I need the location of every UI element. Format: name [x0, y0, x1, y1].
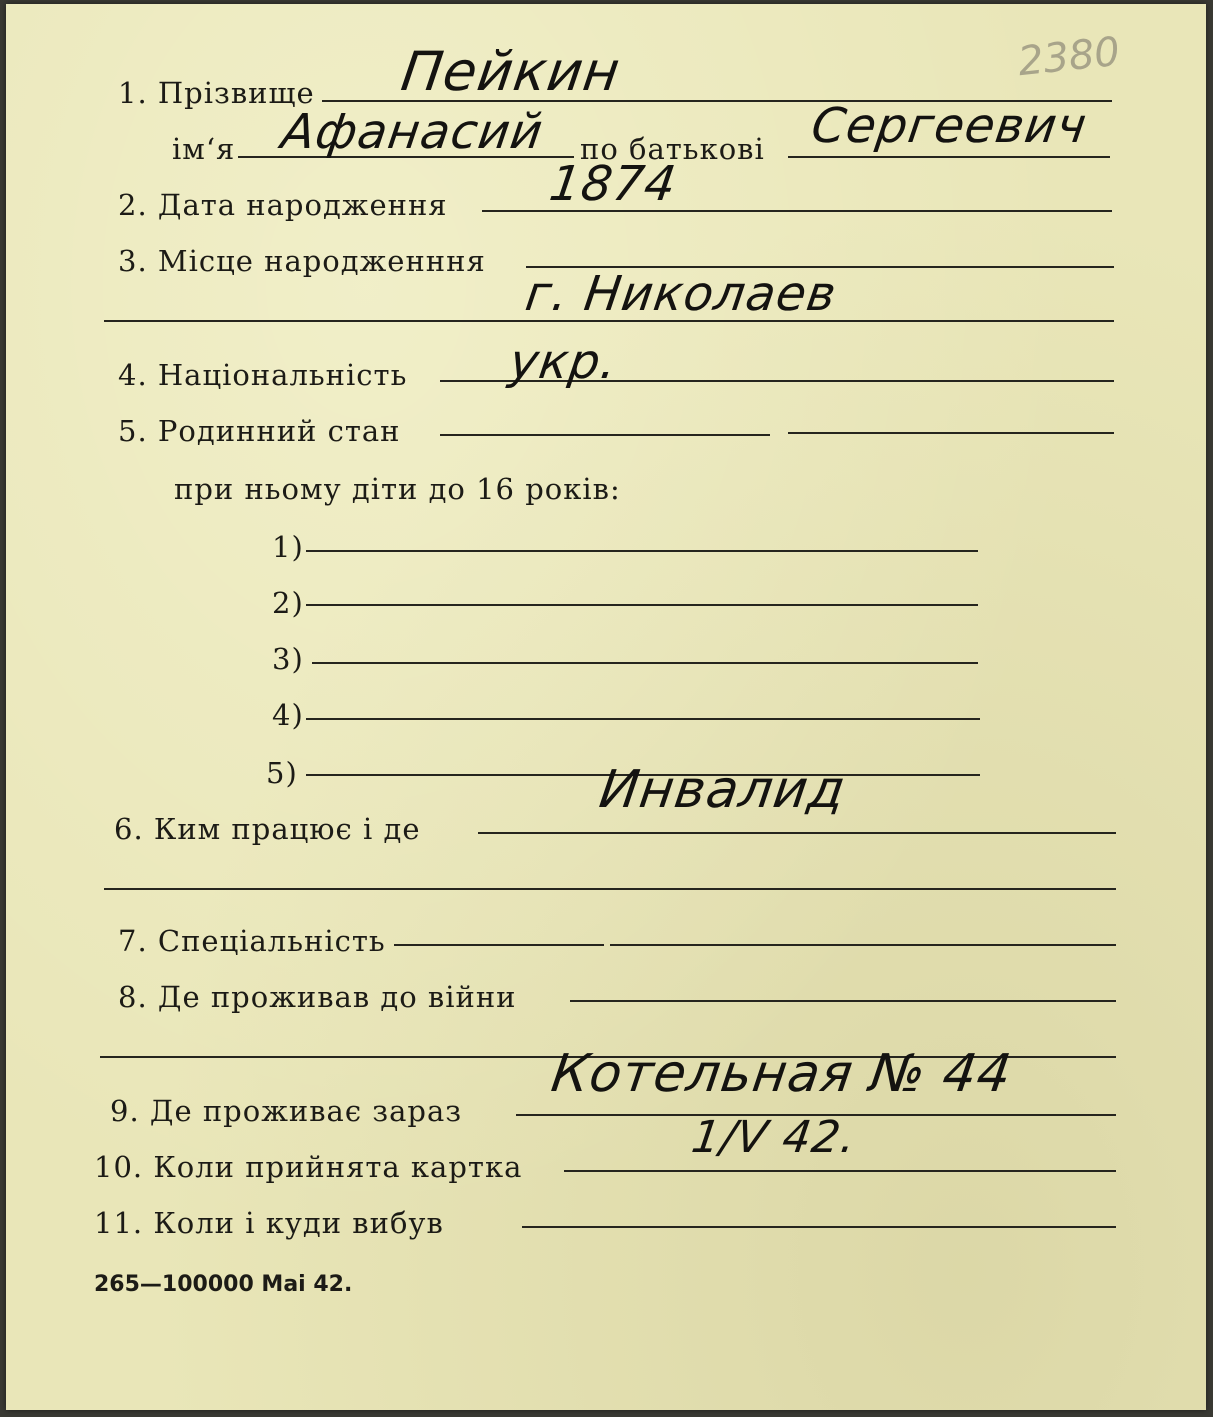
surname-label: 1. Прізвище: [118, 76, 315, 110]
child-number-4: 4): [272, 698, 304, 732]
prewar-residence-line: [570, 1000, 1116, 1002]
departure-label: 11. Коли і куди вибув: [94, 1206, 444, 1240]
marital-status-line-b: [788, 432, 1114, 434]
specialty-label: 7. Спеціальність: [118, 924, 386, 958]
occupation-label: 6. Ким працює і де: [114, 812, 421, 846]
patronymic-value: Сергеевич: [808, 98, 1091, 154]
name-label: ім‘я: [172, 132, 236, 166]
occupation-value: Инвалид: [595, 760, 850, 820]
nationality-label: 4. Національність: [118, 358, 408, 392]
child-line-2: [306, 604, 978, 606]
child-number-5: 5): [266, 756, 298, 790]
specialty-line-a: [394, 944, 604, 946]
patronymic-line: [788, 156, 1110, 158]
name-value: Афанасий: [278, 104, 547, 160]
card-accepted-value: 1/V 42.: [688, 1112, 860, 1163]
birth-date-value: 1874: [546, 156, 681, 212]
card-accepted-line: [564, 1170, 1116, 1172]
patronymic-label: по батькові: [580, 132, 765, 166]
child-number-3: 3): [272, 642, 304, 676]
card-accepted-label: 10. Коли прийнята картка: [94, 1150, 523, 1184]
marital-status-line-a: [440, 434, 770, 436]
prewar-residence-label: 8. Де проживав до війни: [118, 980, 517, 1014]
print-code-footer: 265—100000 Mai 42.: [94, 1272, 353, 1297]
current-residence-label: 9. Де проживає зараз: [110, 1094, 463, 1128]
current-residence-value: Котельная № 44: [547, 1044, 1016, 1104]
marital-status-label: 5. Родинний стан: [118, 414, 401, 448]
birth-place-line-2: [104, 320, 1114, 322]
surname-value: Пейкин: [397, 40, 625, 103]
occupation-line-2: [104, 888, 1116, 890]
child-number-1: 1): [272, 530, 304, 564]
child-number-2: 2): [272, 586, 304, 620]
child-line-4: [306, 718, 980, 720]
child-line-3: [312, 662, 978, 664]
registration-card: [6, 4, 1206, 1410]
specialty-line-b: [610, 944, 1116, 946]
departure-line: [522, 1226, 1116, 1228]
birth-date-label: 2. Дата народження: [118, 188, 448, 222]
children-label: при ньому діти до 16 років:: [174, 472, 621, 506]
archive-number: 2380: [1015, 28, 1122, 86]
occupation-line: [478, 832, 1116, 834]
nationality-value: укр.: [506, 334, 622, 390]
birth-place-label: 3. Місце народженння: [118, 244, 486, 278]
child-line-1: [306, 550, 978, 552]
birth-place-value: г. Николаев: [522, 266, 841, 322]
